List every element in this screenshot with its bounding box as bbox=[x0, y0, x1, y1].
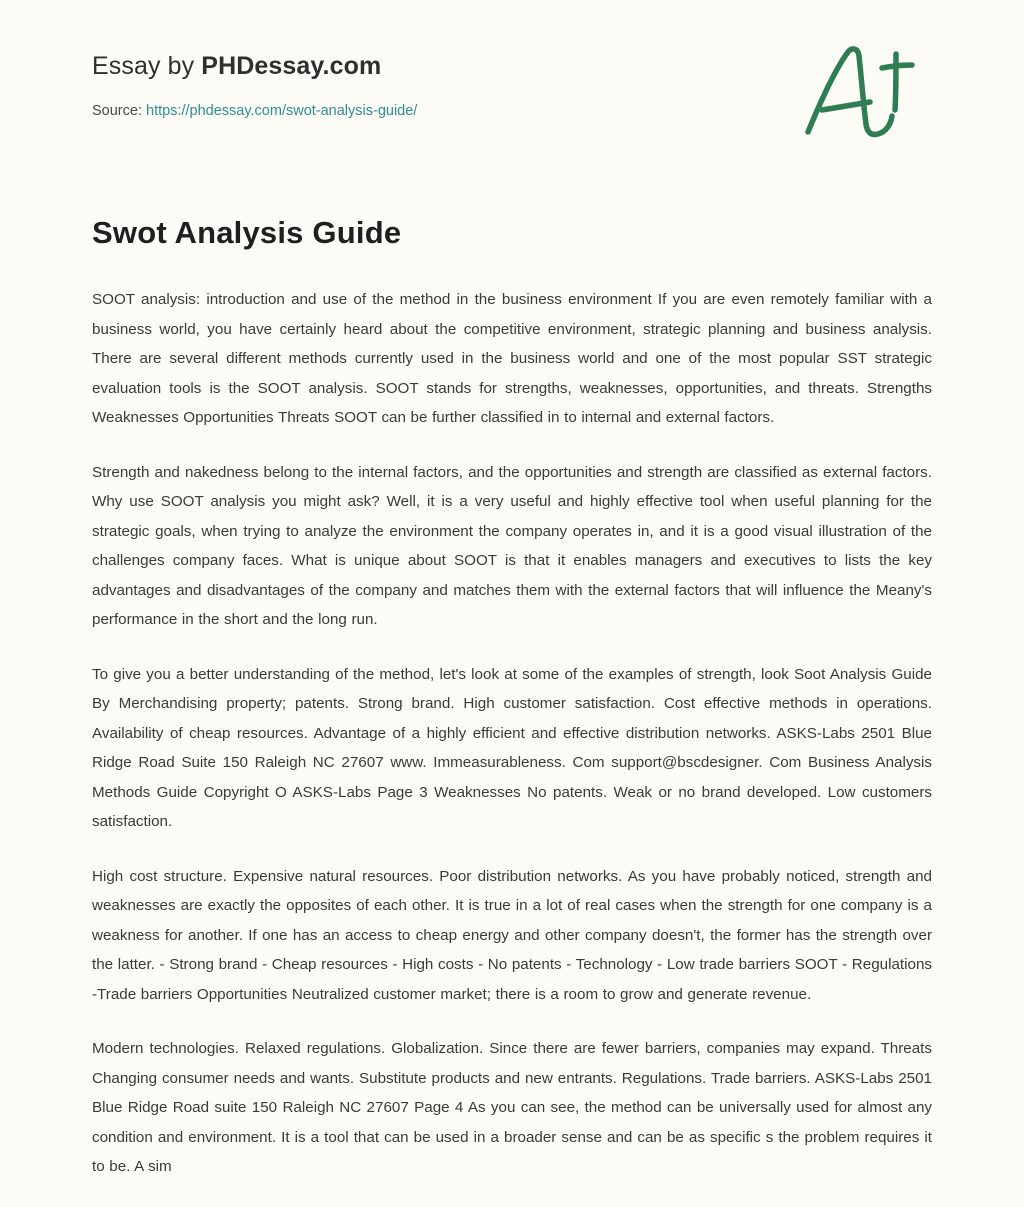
brand-essay-label: Essay bbox=[92, 52, 161, 80]
source-url-link[interactable]: https://phdessay.com/swot-analysis-guide/ bbox=[146, 103, 418, 119]
body-paragraph: SOOT analysis: introduction and use of the method in the business environment If you are even remotely familiar with a business world, you have certainly heard about the competitive environment, strategic planning and business analysis. There are several different methods currently used in the business world and one of the most popular SST strategic evaluation tools is the SOOT analysis. SOOT stands for strengths, weaknesses, opportunities, and threats. Strengths Weaknesses Opportunities Threats SOOT can be further classified in to internal and external factors. bbox=[92, 291, 932, 426]
brand-by-label: by bbox=[160, 52, 202, 80]
body-paragraph: High cost structure. Expensive natural resources. Poor distribution networks. As you have probably noticed, strength and weaknesses are exactly the opposites of each other. It is true in a lot of real cases when the strength for one company is a weakness for another. If one has an access to cheap energy and other company doesn't, the former has the strength over the latter. - Strong brand - Cheap resources - High costs - No patents - Technology - Low trade barriers SOOT - Regulations -Trade barriers Opportunities Neutralized customer market; there is a room to grow and generate revenue. bbox=[92, 867, 932, 1003]
phdessay-a-logo bbox=[792, 40, 922, 145]
body-paragraph: Strength and nakedness belong to the internal factors, and the opportunities and strength are classified as external factors. Why use SOOT analysis you might ask? Well, it is a very useful and highly effective tool when useful planning for the strategic goals, when trying to analyze the environment the company operates in, and it is a good visual illustration of the challenges company faces. What is unique about SOOT is that it enables managers and executives to lists the key advantages and disadvantages of the company and matches them with the external factors that will influence the Meany's performance in the short and the long run. bbox=[92, 463, 932, 628]
body-paragraph: Modern technologies. Relaxed regulations. Globalization. Since there are fewer barriers, companies may expand. Threats Changing consumer needs and wants. Substitute products and new entrants. Regulations. Trade barriers. ASKS-Labs 2501 Blue Ridge Road suite 150 Raleigh NC 27607 Page 4 As you can see, the method can be universally used for almost any condition and environment. It is a tool that can be used in a broader sense and can be as specific s the problem requires it to be. A sim bbox=[92, 1040, 932, 1175]
document-body bbox=[92, 285, 932, 1182]
brand-site-label: PHDessay.com bbox=[201, 52, 382, 80]
body-paragraph: To give you a better understanding of the method, let's look at some of the examples of strength, look Soot Analysis Guide By Merchandising property; patents. Strong brand. High customer satisfaction. Cost effective methods in operations. Availability of cheap resources. Advantage of a highly efficient and effective distribution networks. ASKS-Labs 2501 Blue Ridge Road Suite 150 Raleigh NC 27607 www. Immeasurableness. Com support@bscdesigner. Com Business Analysis Methods Guide Copyright O ASKS-Labs Page 3 Weaknesses No patents. Weak or no brand developed. Low customers satisfaction. bbox=[92, 665, 932, 830]
page-title: Swot Analysis Guide bbox=[92, 215, 402, 250]
source-label: Source: bbox=[92, 103, 146, 119]
document-header bbox=[92, 52, 932, 119]
